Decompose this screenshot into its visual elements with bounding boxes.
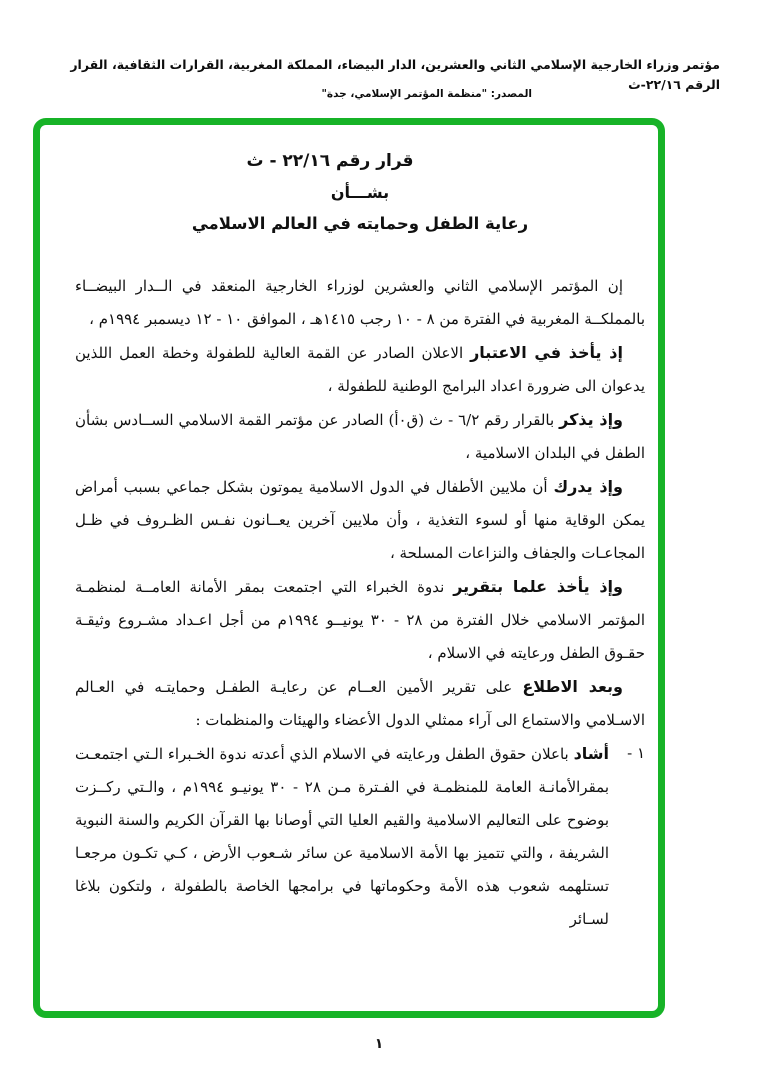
preamble-paragraph xyxy=(75,270,645,336)
paragraph-text: الاعلان الصادر عن القمة العالية للطفولة وخطة العمل اللذين يدعوان الى ضرورة اعداد البرامج الوطنية للطفولة ، xyxy=(75,344,645,395)
decision-subject-title: رعاية الطفل وحمايته في العالم الاسلامي xyxy=(191,214,529,233)
paragraph-lead: وإذ يأخذ علما بتقرير xyxy=(453,577,623,596)
realizing-paragraph xyxy=(75,470,645,570)
citation-header: مؤتمر وزراء الخارجية الإسلامي الثاني والعشرين، الدار البيضاء، المملكة المغربية، القرارات الثقافية، القرار الرقم ٢٢/١٦-ث xyxy=(70,57,720,92)
decision-body xyxy=(75,148,645,936)
paragraph-lead: وبعد الاطلاع xyxy=(522,677,623,696)
recalling-paragraph xyxy=(75,403,645,470)
regarding-label: بشـــأن xyxy=(330,183,390,202)
clause-number: ١ - xyxy=(627,744,645,762)
considering-paragraph xyxy=(75,336,645,403)
page-number: ١ xyxy=(374,1036,384,1052)
decision-number-title: قرار رقم ٢٢/١٦ - ث xyxy=(246,151,414,171)
source-line: المصدر: "منظمة المؤتمر الإسلامي، جدة" xyxy=(321,88,532,100)
paragraph-text: ندوة الخبراء التي اجتمعت بمقر الأمانة العامــة لمنظمـة المؤتمر الاسلامي خلال الفترة من ٢٨ - ٣٠ يونيــو ١٩٩٤م من أجل اعـداد مشـروع وثيقـة حقـوق الطفل ورعايته في الاسلام ، xyxy=(75,578,646,662)
paragraph-text: إن المؤتمر الإسلامي الثاني والعشرين لوزراء الخارجية المنعقد في الــدار البيضــاء بالمملكــة المغربية في الفترة من ٨ - ١٠ رجب ١٤١٥هـ ، الموافق ١٠ - ١٢ ديسمبر ١٩٩٤م ، xyxy=(75,277,645,328)
taking-note-paragraph xyxy=(75,570,645,670)
paragraph-lead: وإذ يذكر xyxy=(559,410,623,429)
clause-body xyxy=(75,737,609,936)
paragraph-text: أن ملايين الأطفال في الدول الاسلامية يموتون بشكل جماعي بسبب أمراض يمكن الوقاية منها أو لسوء التغذية ، وأن ملايين آخرين يعــانون نفـس الظـروف في ظـل المجاعـات والجفاف والنزاعات المسلحة ، xyxy=(75,478,645,562)
clause-lead: أشاد xyxy=(573,744,609,763)
paragraph-lead: وإذ يدرك xyxy=(553,477,623,496)
paragraph-text: على تقرير الأمين العــام عن رعايـة الطفـل وحمايتـه في العـالم الاسـلامي والاستماع الى آراء ممثلي الدول الأعضاء والهيئات والمنظمات : xyxy=(75,678,645,729)
numbered-clause xyxy=(75,737,645,936)
clause-text: باعلان حقوق الطفل ورعايته في الاسلام الذي أعدته ندوة الخـبراء الـتي اجتمعـت بمقرالأمانـة العامة للمنظمـة في الفـترة مـن ٢٨ - ٣٠ يونيـو ١٩٩٤م ، والـتي ركــزت بوضوح على التعاليم الاسلامية والقيم العليا التي أوصانا بها القرآن الكريم والسنة النبوية الشريفة ، والتي تتميز بها الأمة الاسلامية عن سائر شـعوب الأرض ، كـي تكـون مرجعـا تستلهمه شعوب هذه الأمة وحكوماتها في برامجها الخاصة بالطفولة ، ولتكون بلاغا لسـائر xyxy=(75,745,610,928)
paragraph-text: بالقرار رقم ٦/٢ - ث (ق٠أ) الصادر عن مؤتمر القمة الاسلامي الســادس بشأن الطفل في البلدان الاسلامية ، xyxy=(75,411,645,462)
paragraph-lead: إذ يأخذ في الاعتبار xyxy=(470,343,623,362)
having-reviewed-paragraph xyxy=(75,670,645,737)
